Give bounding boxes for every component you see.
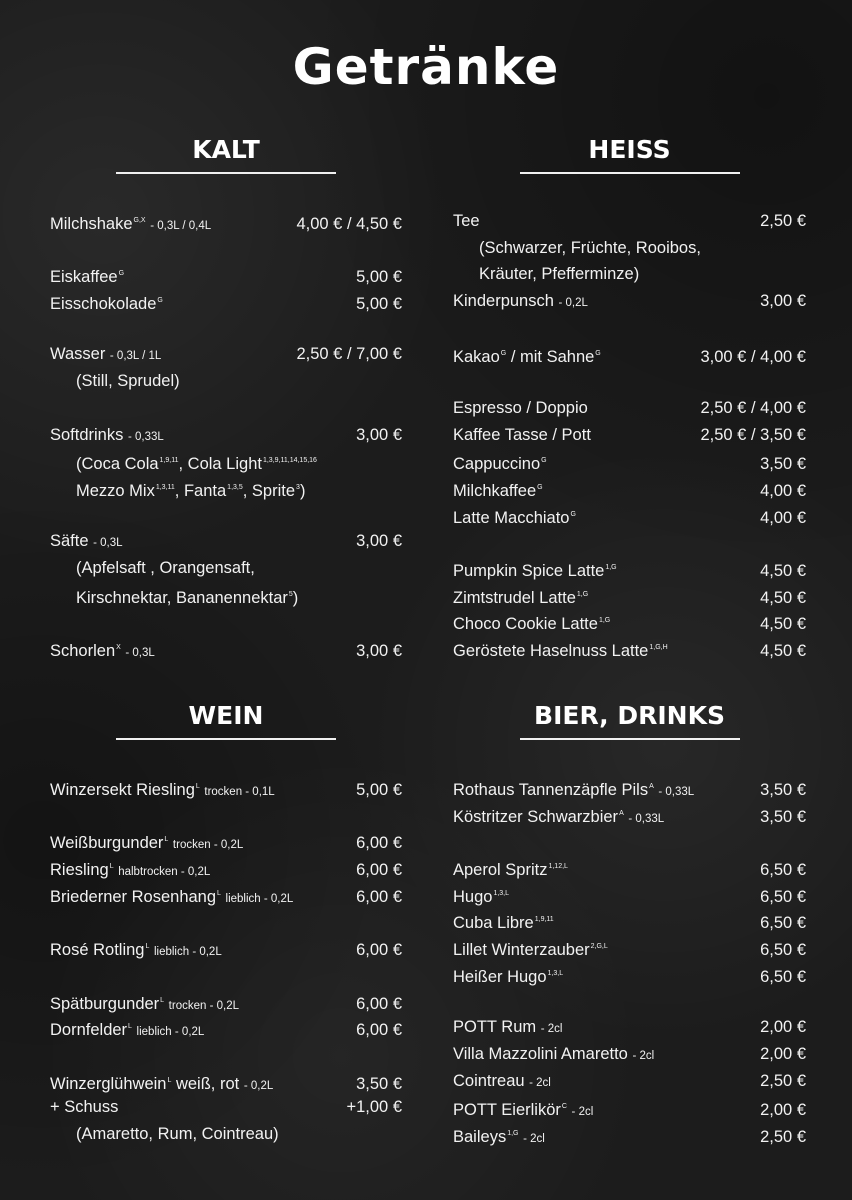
allergen-code: 1,G,H bbox=[649, 644, 668, 651]
allergen-code: G,X bbox=[133, 217, 146, 224]
item-size: - 2cl bbox=[523, 1132, 545, 1145]
item-price: 6,50 € bbox=[760, 941, 806, 960]
item-name: POTT Rum bbox=[453, 1018, 537, 1037]
menu-item-spaetburgunder bbox=[50, 988, 402, 1015]
item-name: Dornfelder bbox=[50, 1021, 128, 1040]
item-price: 2,50 € / 4,00 € bbox=[700, 398, 806, 417]
allergen-code: L bbox=[160, 996, 165, 1004]
menu-item-hugo bbox=[453, 881, 806, 908]
allergen-code: 1,9,11 bbox=[159, 457, 179, 465]
item-size: - 0,3L bbox=[93, 537, 123, 550]
item-size: - 2cl bbox=[571, 1106, 594, 1119]
item-price: 4,00 € / 4,50 € bbox=[296, 215, 402, 233]
menu-item-lillet bbox=[453, 934, 806, 961]
item-price: 3,50 € bbox=[760, 781, 806, 799]
item-price: 6,50 € bbox=[760, 914, 806, 933]
item-name: Köstritzer Schwarzbier bbox=[453, 807, 619, 826]
menu-item-cappuccino bbox=[453, 448, 806, 475]
menu-item-rothaus bbox=[453, 774, 806, 801]
menu-item-heisser-hugo bbox=[453, 961, 806, 988]
item-price: 2,50 € / 7,00 € bbox=[296, 345, 402, 364]
item-description: Kräuter, Pfefferminze) bbox=[479, 265, 640, 284]
item-name: Choco Cookie Latte bbox=[453, 615, 598, 634]
item-size: - 0,3L bbox=[125, 647, 155, 659]
menu-item-choco-cookie bbox=[453, 608, 806, 635]
menu-item-baileys bbox=[453, 1121, 806, 1148]
item-name: Villa Mazzolini Amaretto bbox=[453, 1044, 628, 1063]
item-name: Kakao bbox=[453, 348, 500, 367]
item-name: Kinderpunsch bbox=[453, 292, 554, 311]
item-size: - 2cl bbox=[632, 1049, 655, 1062]
item-size: - 2cl bbox=[529, 1076, 551, 1089]
item-price: 6,50 € bbox=[760, 861, 806, 880]
item-price: 5,00 € bbox=[356, 268, 402, 287]
item-name: Kaffee Tasse / Pott bbox=[453, 425, 591, 444]
item-name: / mit Sahne bbox=[506, 348, 595, 367]
menu-item-schuss bbox=[50, 1094, 402, 1121]
menu-item-softdrinks bbox=[50, 422, 402, 449]
menu-item-aperol bbox=[453, 854, 806, 881]
item-name: Heißer Hugo bbox=[453, 967, 547, 986]
item-size: halbtrocken - 0,2L bbox=[118, 866, 211, 879]
desc-text: Kirschnektar, Bananennektar bbox=[76, 588, 288, 607]
item-size: trocken - 0,2L bbox=[168, 999, 239, 1012]
item-price: 3,00 € / 4,00 € bbox=[700, 348, 806, 367]
allergen-code: G bbox=[570, 510, 576, 518]
item-price: 6,00 € bbox=[356, 887, 402, 906]
menu-item-eiskaffee bbox=[50, 261, 402, 288]
item-price: 3,50 € bbox=[760, 455, 806, 474]
item-size: lieblich - 0,2L bbox=[153, 946, 222, 959]
item-price: 3,00 € bbox=[356, 532, 402, 551]
allergen-code: 1,12,L bbox=[548, 863, 568, 871]
menu-item-cointreau bbox=[453, 1068, 806, 1095]
item-name: Schorlen bbox=[50, 642, 116, 660]
item-name: Hugo bbox=[453, 887, 493, 906]
section-bier-drinks bbox=[453, 698, 806, 1148]
item-price: 2,50 € / 3,50 € bbox=[700, 425, 806, 444]
item-name: weiß, rot bbox=[171, 1074, 240, 1093]
item-name: Cappuccino bbox=[453, 455, 541, 474]
section-wein bbox=[50, 698, 402, 1148]
item-price: 4,00 € bbox=[760, 481, 806, 500]
desc-text: ) bbox=[292, 588, 299, 607]
item-price: 6,50 € bbox=[760, 887, 806, 906]
section-heiss bbox=[453, 132, 806, 662]
allergen-code: G bbox=[118, 270, 125, 278]
desc-text: Mezzo Mix bbox=[76, 481, 155, 500]
item-name: Eiskaffee bbox=[50, 268, 118, 287]
item-size: - 0,33L bbox=[628, 812, 665, 825]
allergen-code: L bbox=[195, 783, 200, 790]
menu-item-eisschokolade bbox=[50, 288, 402, 315]
item-name: Milchkaffee bbox=[453, 481, 537, 500]
item-size: - 0,3L / 0,4L bbox=[150, 220, 212, 232]
item-description: (Amaretto, Rum, Cointreau) bbox=[76, 1124, 279, 1143]
menu-item-weissburgunder bbox=[50, 827, 402, 854]
item-price: 6,00 € bbox=[356, 1021, 402, 1040]
item-name: Wasser bbox=[50, 345, 106, 364]
item-name: Winzerglühwein bbox=[50, 1074, 167, 1093]
item-name: Rothaus Tannenzäpfle Pils bbox=[453, 781, 649, 799]
item-description bbox=[50, 475, 402, 502]
item-name: + Schuss bbox=[50, 1098, 119, 1117]
item-price: 6,50 € bbox=[760, 967, 806, 986]
section-heading-kalt: KALT bbox=[116, 132, 336, 174]
allergen-code: L bbox=[109, 863, 114, 871]
item-name: Zimtstrudel Latte bbox=[453, 588, 576, 607]
menu-item-schorlen bbox=[50, 635, 402, 662]
allergen-code: L bbox=[167, 1076, 172, 1084]
item-price: 2,50 € bbox=[760, 212, 806, 230]
item-name: Softdrinks bbox=[50, 425, 124, 444]
menu-item-kinderpunsch bbox=[453, 288, 806, 315]
allergen-code: G bbox=[537, 483, 543, 491]
item-size: - 0,2L bbox=[243, 1079, 274, 1092]
allergen-code: 5 bbox=[288, 590, 293, 598]
item-name: Spätburgunder bbox=[50, 994, 160, 1013]
item-price: 2,00 € bbox=[760, 1101, 806, 1120]
allergen-code: 1,G bbox=[507, 1129, 519, 1137]
item-name: Briederner Rosenhang bbox=[50, 887, 217, 906]
menu-item-eierlikoer bbox=[453, 1094, 806, 1121]
item-name: Rosé Rotling bbox=[50, 941, 145, 960]
menu-item-cuba-libre bbox=[453, 907, 806, 934]
section-heading-wein: WEIN bbox=[116, 698, 336, 740]
item-price: 2,50 € bbox=[760, 1071, 806, 1090]
menu-item-rose bbox=[50, 934, 402, 961]
item-name: Winzersekt Riesling bbox=[50, 781, 195, 799]
item-price: 3,50 € bbox=[356, 1074, 402, 1093]
item-name: Lillet Winterzauber bbox=[453, 941, 590, 960]
item-name: Latte Macchiato bbox=[453, 508, 570, 527]
allergen-code: 1,G bbox=[576, 590, 589, 598]
item-name: Riesling bbox=[50, 861, 109, 880]
menu-item-dornfelder bbox=[50, 1014, 402, 1041]
allergen-code: 1,3,9,11,14,15,16 bbox=[262, 457, 317, 465]
allergen-code: 1,G bbox=[598, 617, 611, 625]
allergen-code: X bbox=[116, 644, 121, 651]
item-description bbox=[50, 582, 402, 609]
item-size: - 2cl bbox=[540, 1023, 563, 1036]
item-description: (Still, Sprudel) bbox=[76, 372, 180, 391]
item-price: 5,00 € bbox=[356, 295, 402, 314]
item-size: - 0,33L bbox=[127, 430, 164, 443]
item-name: Cointreau bbox=[453, 1071, 525, 1090]
item-name: Eisschokolade bbox=[50, 295, 157, 314]
allergen-code: 3 bbox=[296, 483, 300, 491]
menu-item-koestritzer bbox=[453, 801, 806, 828]
allergen-code: L bbox=[164, 836, 169, 844]
item-price: 3,00 € bbox=[356, 425, 402, 444]
item-price: 6,00 € bbox=[356, 861, 402, 880]
item-name: Pumpkin Spice Latte bbox=[453, 561, 605, 580]
allergen-code: A bbox=[619, 809, 624, 817]
item-name: Weißburgunder bbox=[50, 834, 164, 853]
allergen-code: 1,9,11 bbox=[534, 916, 554, 924]
menu-item-riesling bbox=[50, 854, 402, 881]
page-title: Getränke bbox=[292, 38, 560, 96]
menu-item-espresso bbox=[453, 395, 806, 422]
menu-item-briederner bbox=[50, 881, 402, 908]
item-description: (Schwarzer, Früchte, Rooibos, bbox=[479, 238, 701, 257]
item-name: POTT Eierlikör bbox=[453, 1101, 561, 1120]
section-heading-bier-drinks: BIER, DRINKS bbox=[520, 698, 740, 740]
section-kalt bbox=[50, 132, 402, 662]
menu-item-pumpkin bbox=[453, 555, 806, 582]
item-name: Geröstete Haselnuss Latte bbox=[453, 642, 649, 660]
item-price: 4,50 € bbox=[760, 615, 806, 634]
allergen-code: 1,3,L bbox=[493, 889, 510, 897]
menu-item-kakao bbox=[453, 341, 806, 368]
menu-item-pott-rum bbox=[453, 1014, 806, 1041]
item-name: Aperol Spritz bbox=[453, 861, 548, 880]
item-name: Cuba Libre bbox=[453, 914, 534, 933]
item-name: Tee bbox=[453, 212, 480, 230]
item-size: trocken - 0,2L bbox=[172, 839, 244, 852]
menu-item-winzersekt bbox=[50, 774, 402, 801]
item-name: Espresso / Doppio bbox=[453, 398, 588, 417]
item-price: +1,00 € bbox=[346, 1098, 402, 1117]
menu-item-tee bbox=[453, 208, 806, 235]
item-size: - 0,33L bbox=[658, 786, 695, 798]
item-price: 4,00 € bbox=[760, 508, 806, 527]
allergen-code: C bbox=[561, 1103, 567, 1111]
allergen-code: L bbox=[145, 943, 150, 951]
allergen-code: 1,3,11 bbox=[155, 483, 175, 491]
item-price: 3,00 € bbox=[356, 642, 402, 660]
item-price: 4,50 € bbox=[760, 588, 806, 607]
item-price: 2,00 € bbox=[760, 1018, 806, 1037]
menu-item-milchkaffee bbox=[453, 475, 806, 502]
menu-item-villa-mazzolini bbox=[453, 1041, 806, 1068]
menu-item-milchshake bbox=[50, 208, 402, 235]
item-size: - 0,2L bbox=[558, 297, 588, 310]
allergen-code: G bbox=[500, 350, 507, 358]
desc-text: , Sprite bbox=[242, 481, 296, 500]
item-name: Säfte bbox=[50, 532, 89, 551]
item-size: trocken - 0,1L bbox=[204, 786, 275, 798]
item-price: 2,00 € bbox=[760, 1044, 806, 1063]
allergen-code: G bbox=[157, 297, 163, 305]
allergen-code: L bbox=[128, 1023, 132, 1031]
allergen-code: A bbox=[649, 783, 654, 790]
allergen-code: L bbox=[217, 889, 221, 897]
item-price: 3,50 € bbox=[760, 807, 806, 826]
item-price: 6,00 € bbox=[356, 994, 402, 1013]
item-size: lieblich - 0,2L bbox=[225, 892, 294, 905]
item-description bbox=[50, 448, 402, 475]
desc-text: (Coca Cola bbox=[76, 455, 159, 474]
item-price: 3,00 € bbox=[760, 292, 806, 311]
item-price: 4,50 € bbox=[760, 561, 806, 580]
desc-text: , Fanta bbox=[174, 481, 227, 500]
allergen-code: 1,3,L bbox=[547, 969, 564, 977]
menu-item-latte-macchiato bbox=[453, 502, 806, 529]
allergen-code: 2,G,L bbox=[590, 943, 608, 951]
menu-item-gluehwein bbox=[50, 1068, 402, 1095]
menu-item-zimtstrudel bbox=[453, 582, 806, 609]
menu-item-kaffee bbox=[453, 422, 806, 449]
item-name: Baileys bbox=[453, 1127, 507, 1146]
item-price: 6,00 € bbox=[356, 834, 402, 853]
allergen-code: 1,G bbox=[605, 563, 617, 571]
item-name: Milchshake bbox=[50, 215, 133, 233]
item-size: lieblich - 0,2L bbox=[136, 1026, 205, 1039]
menu-item-wasser bbox=[50, 341, 402, 368]
menu-item-saefte bbox=[50, 528, 402, 555]
allergen-code: G bbox=[541, 457, 547, 465]
item-description: (Apfelsaft , Orangensaft, bbox=[76, 558, 255, 577]
desc-text: , Cola Light bbox=[178, 455, 262, 474]
item-price: 6,00 € bbox=[356, 941, 402, 960]
section-heading-heiss: HEISS bbox=[520, 132, 740, 174]
item-price: 2,50 € bbox=[760, 1127, 806, 1146]
item-price: 5,00 € bbox=[356, 781, 402, 799]
allergen-code: G bbox=[595, 350, 601, 358]
item-price: 4,50 € bbox=[760, 642, 806, 660]
menu-item-haselnuss bbox=[453, 635, 806, 662]
allergen-code: 1,3,5 bbox=[227, 483, 243, 491]
item-size: - 0,3L / 1L bbox=[109, 350, 162, 363]
desc-text: ) bbox=[299, 481, 306, 500]
